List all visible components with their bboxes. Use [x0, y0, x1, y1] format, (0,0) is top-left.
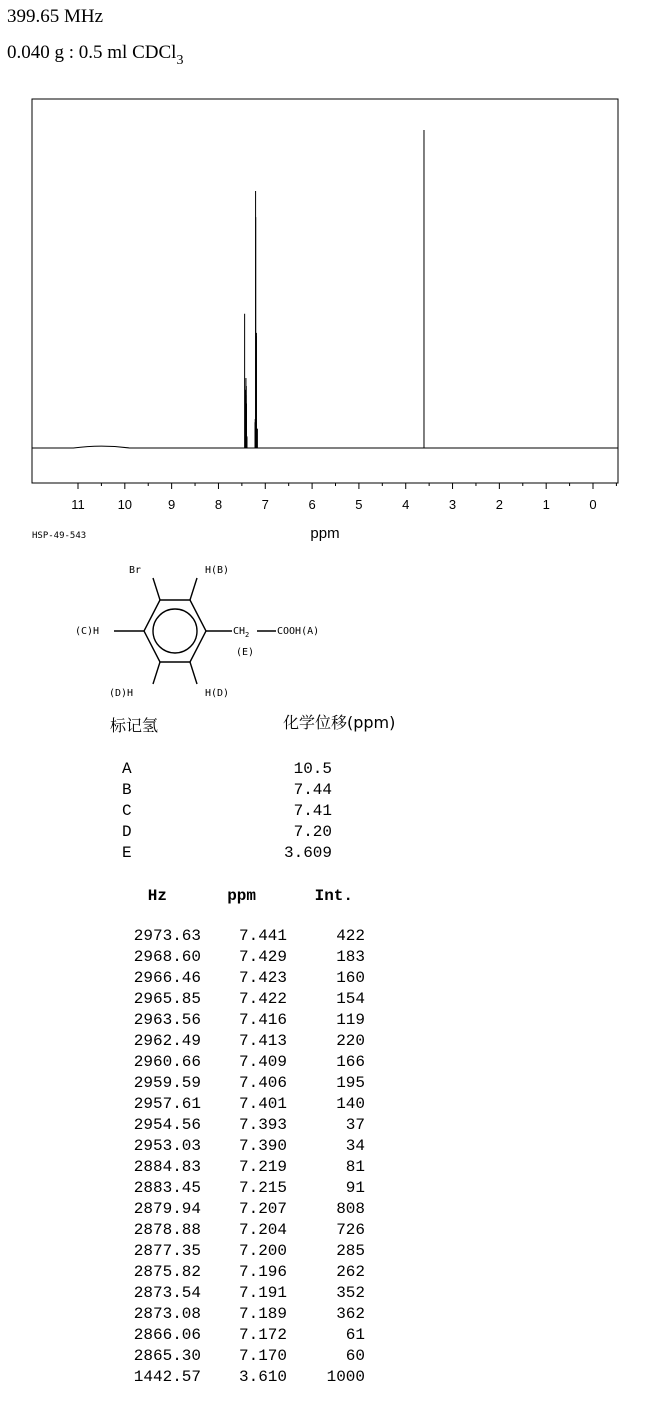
cell-int: 262 [336, 1263, 365, 1281]
cell-ppm: 7.196 [238, 1263, 287, 1281]
cell-hz: 2873.54 [133, 1284, 201, 1302]
header-int: Int. [314, 887, 353, 905]
ch2-subscript: 2 [245, 631, 250, 639]
cell-int: 37 [345, 1116, 365, 1134]
cell-hz: 2878.88 [133, 1221, 201, 1239]
cell-ppm: 7.393 [238, 1116, 287, 1134]
cell-int: 160 [336, 969, 365, 987]
cell-ppm: 3.610 [238, 1368, 287, 1386]
cell-int: 119 [336, 1011, 365, 1029]
cell-int: 140 [336, 1095, 365, 1113]
cell-int: 285 [336, 1242, 365, 1260]
cell-hz: 2962.49 [133, 1032, 201, 1050]
cell-ppm: 7.409 [238, 1053, 287, 1071]
cell-int: 808 [336, 1200, 365, 1218]
cell-int: 166 [336, 1053, 365, 1071]
label-cooh: COOH(A) [277, 626, 320, 637]
sample-subscript: 3 [176, 53, 184, 68]
x-tick-label: 11 [71, 497, 85, 512]
cell-hz: 2884.83 [133, 1158, 201, 1176]
label-hb: H(B) [205, 565, 230, 576]
bond-hd-right [190, 662, 197, 684]
cell-hz: 2954.56 [133, 1116, 201, 1134]
bond-br [153, 578, 160, 600]
cell-ppm: 7.189 [238, 1305, 287, 1323]
spectrum-id: HSP-49-543 [32, 531, 87, 541]
cell-int: 220 [336, 1032, 365, 1050]
x-tick-label: 1 [542, 497, 550, 512]
label-hd-left: (D)H [109, 688, 134, 699]
sample-text: 0.040 g : 0.5 ml CDCl [7, 42, 177, 63]
cell-ppm: 7.204 [238, 1221, 287, 1239]
cell-hz: 2959.59 [133, 1074, 201, 1092]
cell-hz: 2960.66 [133, 1053, 201, 1071]
cell-hz: 2873.08 [133, 1305, 201, 1323]
assignment-shift: 7.44 [293, 781, 332, 799]
cell-ppm: 7.219 [238, 1158, 287, 1176]
assignment-shift: 7.20 [293, 823, 332, 841]
assignment-shift: 10.5 [293, 760, 332, 778]
cell-int: 1000 [326, 1368, 365, 1386]
x-tick-label: 10 [117, 497, 133, 512]
cell-ppm: 7.172 [238, 1326, 287, 1344]
cell-ppm: 7.422 [238, 990, 287, 1008]
cell-ppm: 7.170 [238, 1347, 287, 1365]
cell-hz: 2963.56 [133, 1011, 201, 1029]
label-hd-right: H(D) [205, 688, 230, 699]
x-tick-label: 7 [261, 497, 269, 512]
cell-int: 34 [345, 1137, 365, 1155]
cell-ppm: 7.416 [238, 1011, 287, 1029]
cell-ppm: 7.215 [238, 1179, 287, 1197]
nmr-spectrum-chart [0, 0, 652, 560]
cell-ppm: 7.423 [238, 969, 287, 987]
bond-hb [190, 578, 197, 600]
cell-hz: 2879.94 [133, 1200, 201, 1218]
cell-int: 91 [345, 1179, 365, 1197]
label-hc: (C)H [75, 626, 100, 637]
label-br: Br [129, 565, 142, 576]
cell-int: 154 [336, 990, 365, 1008]
x-tick-label: 9 [168, 497, 176, 512]
cell-ppm: 7.200 [238, 1242, 287, 1260]
cell-hz: 2883.45 [133, 1179, 201, 1197]
benzene-ring [144, 600, 206, 662]
x-tick-label: 5 [355, 497, 363, 512]
plot-frame [32, 99, 618, 483]
cell-int: 60 [345, 1347, 365, 1365]
cell-int: 726 [336, 1221, 365, 1239]
cell-hz: 2973.63 [133, 927, 201, 945]
x-tick-label: 4 [402, 497, 410, 512]
x-axis-label: ppm [310, 525, 340, 542]
assignment-label: A [122, 760, 132, 778]
cell-hz: 2866.06 [133, 1326, 201, 1344]
cell-int: 183 [336, 948, 365, 966]
cell-ppm: 7.406 [238, 1074, 287, 1092]
cell-int: 362 [336, 1305, 365, 1323]
cell-ppm: 7.191 [238, 1284, 287, 1302]
cell-hz: 2957.61 [133, 1095, 201, 1113]
cell-int: 422 [336, 927, 365, 945]
assignment-label: E [122, 844, 132, 862]
spectrum-peaks [245, 130, 424, 448]
cell-hz: 2865.30 [133, 1347, 201, 1365]
bond-hd-left [153, 662, 160, 684]
assignment-label: B [122, 781, 132, 799]
x-tick-label: 0 [589, 497, 597, 512]
assignment-col2-header: 化学位移(ppm) [283, 713, 396, 732]
assignment-label: D [122, 823, 132, 841]
assignment-shift: 3.609 [283, 844, 332, 862]
cell-int: 352 [336, 1284, 365, 1302]
cell-int: 61 [345, 1326, 365, 1344]
header-hz: Hz [147, 887, 167, 905]
cell-hz: 2877.35 [133, 1242, 201, 1260]
cell-hz: 1442.57 [133, 1368, 201, 1386]
cell-hz: 2968.60 [133, 948, 201, 966]
cell-hz: 2966.46 [133, 969, 201, 987]
header-ppm: ppm [227, 887, 256, 905]
label-ch2 [233, 626, 249, 639]
x-tick-label: 6 [308, 497, 316, 512]
label-e: (E) [236, 647, 255, 658]
aromatic-circle [153, 609, 197, 653]
assignment-label: C [122, 802, 132, 820]
x-tick-label: 2 [495, 497, 503, 512]
assignment-shift: 7.41 [293, 802, 332, 820]
cell-ppm: 7.390 [238, 1137, 287, 1155]
cell-hz: 2965.85 [133, 990, 201, 1008]
x-axis-ticks [71, 483, 616, 512]
spectrometer-frequency: 399.65 MHz [7, 6, 104, 27]
x-tick-label: 3 [448, 497, 457, 512]
x-tick-label: 8 [214, 497, 223, 512]
cell-ppm: 7.207 [238, 1200, 287, 1218]
cell-ppm: 7.441 [238, 927, 287, 945]
cell-int: 81 [345, 1158, 365, 1176]
cell-ppm: 7.429 [238, 948, 287, 966]
assignment-col1-header: 标记氢 [110, 716, 159, 735]
cell-ppm: 7.401 [238, 1095, 287, 1113]
cell-hz: 2875.82 [133, 1263, 201, 1281]
ch2-text: CH [233, 626, 246, 637]
spectrum-baseline [32, 446, 618, 448]
cell-int: 195 [336, 1074, 365, 1092]
cell-hz: 2953.03 [133, 1137, 201, 1155]
cell-ppm: 7.413 [238, 1032, 287, 1050]
